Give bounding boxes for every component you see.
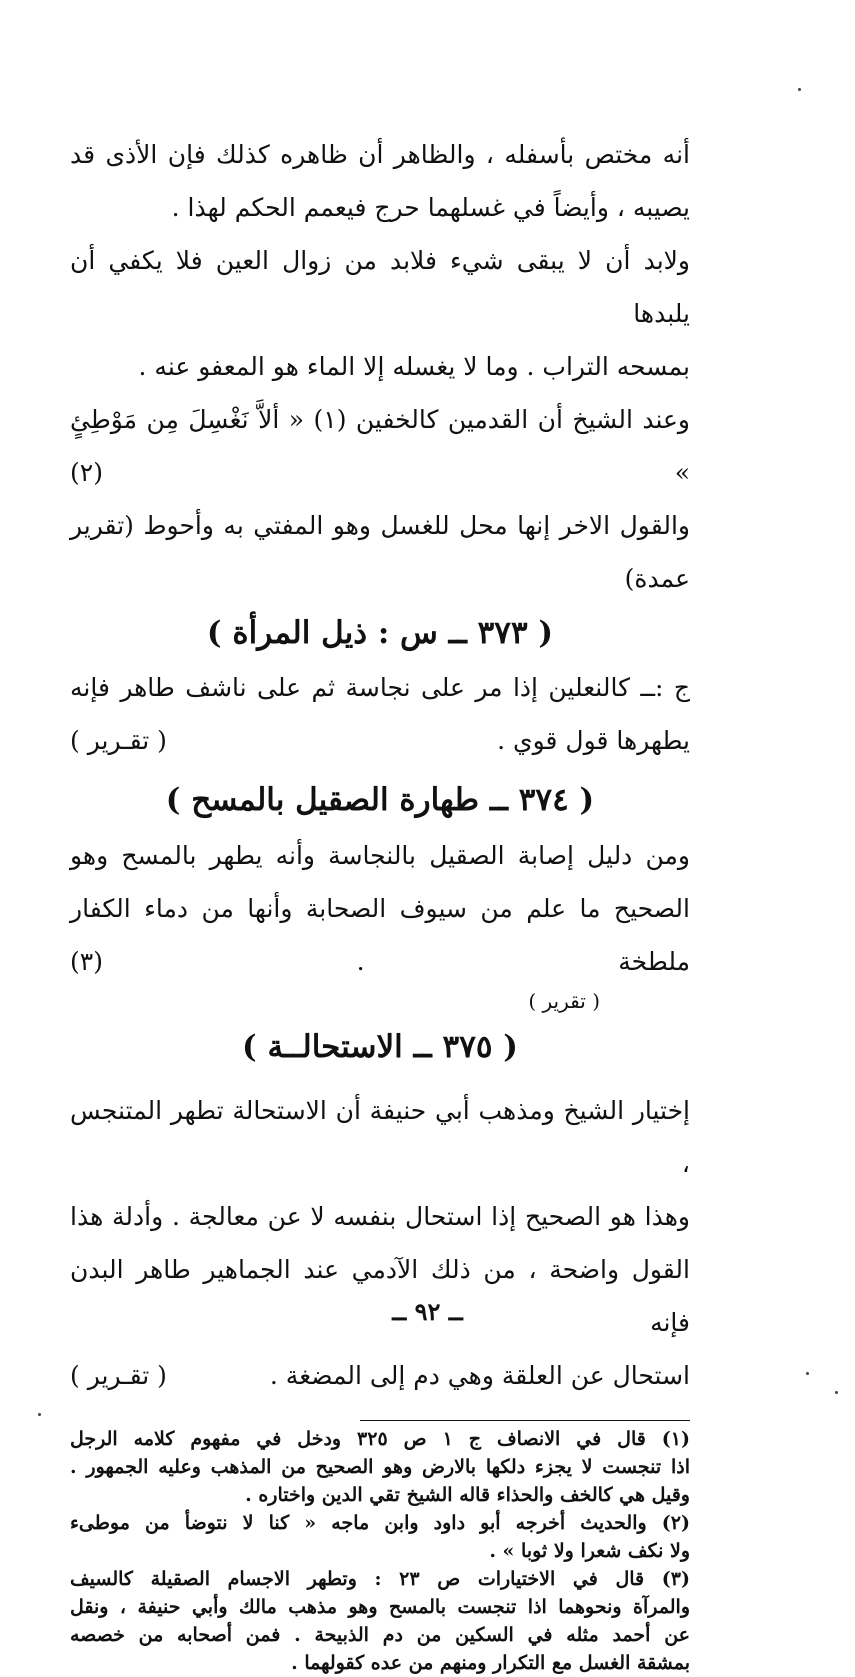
text-line: والقول الاخر إنها محل للغسل وهو المفتي به وأحوط (تقرير عمدة) bbox=[70, 511, 690, 593]
scan-speck bbox=[806, 1372, 809, 1375]
source-tag: ( تقـرير ) bbox=[70, 1361, 167, 1390]
text-line: الصحيح ما علم من سيوف الصحابة وأنها من دماء الكفار ملطخة . (٣) bbox=[70, 894, 690, 976]
text-line bbox=[70, 714, 690, 767]
footnote-3 bbox=[70, 1565, 690, 1677]
text-line: ولابد أن لا يبقى شيء فلابد من زوال العين فلا يكفي أن يلبدها bbox=[70, 246, 690, 328]
text-line: وعند الشيخ أن القدمين كالخفين (١) « ألاَّ نَغْسِلَ مِن مَوْطِئٍ » (٢) bbox=[70, 405, 691, 487]
section-373-body bbox=[70, 661, 690, 767]
footnote-1 bbox=[70, 1425, 690, 1509]
footnote-2 bbox=[70, 1509, 690, 1565]
source-tag: ( تقرير ) bbox=[528, 989, 600, 1013]
section-heading-373: ( ٣٧٣ ــ س : ذيل المرأة ) bbox=[206, 615, 554, 651]
scan-speck bbox=[38, 1413, 41, 1416]
scan-speck bbox=[835, 1391, 838, 1394]
footnote-line: (١) قال في الانصاف ج ١ ص ٣٢٥ ودخل في مفهوم كلامه الرجل bbox=[70, 1428, 690, 1450]
text-line: أنه مختص بأسفله ، والظاهر أن ظاهره كذلك فإن الأذى قد bbox=[70, 140, 690, 169]
text-line: ج :ــ كالنعلين إذا مر على نجاسة ثم على ناشف طاهر فإنه bbox=[70, 673, 691, 702]
footnote-line: (٣) قال في الاختيارات ص ٢٣ : وتطهر الاجسام الصقيلة كالسيف bbox=[70, 1568, 690, 1590]
page-body bbox=[70, 128, 690, 1677]
footnote-line: عن أحمد مثله في السكين من دم الذبيحة . فمن أصحابه من خصصه bbox=[70, 1624, 690, 1646]
paragraph-2 bbox=[70, 234, 690, 393]
text-line: إختيار الشيخ ومذهب أبي حنيفة أن الاستحالة تطهر المتنجس ، bbox=[70, 1096, 690, 1178]
text-line: وهذا هو الصحيح إذا استحال بنفسه لا عن معالجة . وأدلة هذا bbox=[70, 1202, 690, 1231]
text-line: يصيبه ، وأيضاً في غسلهما حرج فيعمم الحكم لهذا . bbox=[171, 193, 690, 222]
text-line: القول واضحة ، من ذلك الآدمي عند الجماهير طاهر البدن فإنه bbox=[70, 1255, 690, 1337]
text-line: ومن دليل إصابة الصقيل بالنجاسة وأنه يطهر بالمسح وهو bbox=[70, 841, 690, 870]
line-text: استحال عن العلقة وهي دم إلى المضغة . bbox=[269, 1361, 690, 1390]
footnote-line: والمرآة ونحوهما اذا تنجست بالمسح وهو مذهب مالك وأبي حنيفة ، ونقل bbox=[70, 1596, 690, 1618]
paragraph-3 bbox=[70, 393, 690, 605]
source-tag: ( تقـرير ) bbox=[70, 726, 167, 755]
footnote-line: ولا نكف شعرا ولا ثوبا » . bbox=[489, 1540, 690, 1562]
footnote-line: بمشقة الغسل مع التكرار ومنهم من عده كقولهما . bbox=[291, 1652, 690, 1674]
footnote-line: (٢) والحديث أخرجه أبو داود وابن ماجه « كنا لا نتوضأ من موطىء bbox=[70, 1512, 690, 1534]
page-number: ــ ٩٢ ــ bbox=[392, 1297, 463, 1326]
text-line bbox=[70, 1349, 690, 1402]
text-line: بمسحه التراب . وما لا يغسله إلا الماء هو المعفو عنه . bbox=[138, 352, 690, 381]
section-heading-375: ( ٣٧٥ ــ الاستحالــة ) bbox=[242, 1029, 518, 1065]
footnote-line: وقيل هي كالخف والحذاء قاله الشيخ تقي الدين واختاره . bbox=[245, 1484, 690, 1506]
section-375-body bbox=[70, 1084, 690, 1402]
footnote-line: اذا تنجست لا يجزء دلكها بالارض وهو الصحيح من المذهب وعليه الجمهور . bbox=[70, 1456, 690, 1478]
footnotes bbox=[70, 1425, 690, 1677]
paragraph-1 bbox=[70, 128, 690, 234]
section-374-body bbox=[70, 829, 690, 1014]
scan-speck bbox=[798, 88, 801, 91]
section-heading-374: ( ٣٧٤ ــ طهارة الصقيل بالمسح ) bbox=[165, 782, 595, 818]
footnote-divider bbox=[360, 1420, 690, 1421]
line-text: يطهرها قول قوي . bbox=[497, 726, 690, 755]
